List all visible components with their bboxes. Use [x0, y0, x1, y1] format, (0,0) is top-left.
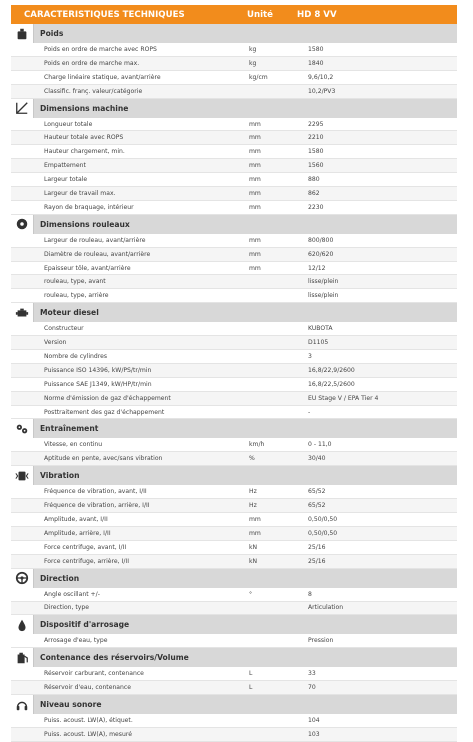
section-rows	[11, 667, 457, 695]
table-row	[11, 602, 457, 616]
row-unit: L	[249, 684, 253, 692]
row-label: Amplitude, avant, I/II	[44, 515, 108, 523]
row-value: 0 - 11,0	[308, 441, 332, 449]
row-value: 1580	[308, 45, 324, 53]
spec-sheet	[11, 5, 457, 742]
table-row	[11, 71, 457, 85]
table-row	[11, 145, 457, 159]
table-row	[11, 499, 457, 513]
table-row	[11, 234, 457, 248]
row-unit: kg/cm	[249, 73, 268, 81]
row-value: Pression	[308, 637, 334, 645]
table-row	[11, 378, 457, 392]
table-row	[11, 681, 457, 695]
section-title: Vibration	[40, 471, 80, 481]
row-unit: kg	[249, 59, 257, 67]
row-label: Hauteur totale avec ROPS	[44, 134, 124, 142]
row-label: Aptitude en pente, avec/sans vibration	[44, 455, 163, 463]
section-rows	[11, 438, 457, 466]
fuel-tank-icon	[11, 648, 34, 667]
row-label: Poids en ordre de marche avec ROPS	[44, 45, 157, 53]
row-label: Hauteur chargement, min.	[44, 148, 125, 156]
row-label: Puissance SAE J1349, kW/HP/tr/min	[44, 380, 152, 388]
table-row	[11, 159, 457, 173]
header-model: HD 8 VV	[297, 9, 337, 20]
row-label: Charge linéaire statique, avant/arrière	[44, 73, 161, 81]
row-label: Angle oscillant +/-	[44, 590, 100, 598]
row-value: 2210	[308, 134, 324, 142]
section-title: Direction	[40, 573, 80, 583]
row-unit: mm	[249, 134, 261, 142]
row-value: 1560	[308, 162, 324, 170]
spec-sections	[11, 24, 457, 742]
row-label: Longueur totale	[44, 120, 93, 128]
table-row	[11, 336, 457, 350]
table-row	[11, 485, 457, 499]
table-row	[11, 118, 457, 132]
table-row	[11, 289, 457, 303]
roller-icon	[11, 215, 34, 234]
weight-icon	[11, 24, 34, 43]
row-value: 10,2/PV3	[308, 87, 336, 95]
row-value: -	[308, 408, 311, 416]
row-unit: mm	[249, 176, 261, 184]
row-unit: mm	[249, 515, 261, 523]
row-label: Posttraitement des gaz d'échappement	[44, 408, 165, 416]
row-label: rouleau, type, arrière	[44, 292, 109, 300]
row-value: 65/52	[308, 502, 326, 510]
row-label: Puissance ISO 14396, kW/PS/tr/min	[44, 366, 152, 374]
row-unit: mm	[249, 529, 261, 537]
table-row	[11, 406, 457, 420]
section-title: Entraînement	[40, 424, 99, 434]
table-row	[11, 322, 457, 336]
row-value: 30/40	[308, 455, 326, 463]
section-header-niveau-sonore	[11, 695, 457, 714]
row-label: Fréquence de vibration, arrière, I/II	[44, 502, 150, 510]
row-value: 103	[308, 730, 320, 738]
row-value: 1580	[308, 148, 324, 156]
row-value: D1105	[308, 339, 329, 347]
row-label: Diamètre de rouleau, avant/arrière	[44, 250, 151, 258]
row-value: 104	[308, 717, 320, 724]
table-row	[11, 728, 457, 742]
row-label: Puiss. acoust. LW(A), mesuré	[44, 730, 132, 738]
row-unit: °	[249, 590, 253, 598]
section-title: Poids	[40, 29, 64, 38]
row-value: 3	[308, 352, 312, 360]
row-value: 16,8/22,9/2600	[308, 366, 355, 374]
row-label: Nombre de cylindres	[44, 352, 108, 360]
table-row	[11, 588, 457, 602]
vibration-icon	[11, 466, 34, 485]
table-row	[11, 57, 457, 71]
row-value: 620/620	[308, 250, 334, 258]
row-label: Largeur totale	[44, 176, 88, 184]
row-value: 16,8/22,5/2600	[308, 380, 355, 388]
section-header-entrainement	[11, 419, 457, 438]
table-row	[11, 262, 457, 276]
row-label: Classific. franç. valeur/catégorie	[44, 87, 143, 95]
section-header-dispositif-d-arrosage	[11, 615, 457, 634]
row-label: Force centrifuge, avant, I/II	[44, 543, 127, 551]
section-rows	[11, 714, 457, 742]
row-label: Version	[44, 339, 67, 347]
row-unit: mm	[249, 250, 261, 258]
table-row	[11, 350, 457, 364]
section-title: Dimensions rouleaux	[40, 219, 130, 229]
row-label: Force centrifuge, arrière, I/II	[44, 557, 129, 565]
row-label: Norme d'émission de gaz d'échappement	[44, 394, 171, 402]
row-unit: kg	[249, 45, 257, 53]
table-row	[11, 541, 457, 555]
row-label: Rayon de braquage, intérieur	[44, 203, 134, 211]
row-value: lisse/plein	[308, 292, 339, 300]
row-value: 0,50/0,50	[308, 529, 338, 537]
section-rows	[11, 485, 457, 568]
headphones-icon	[11, 695, 34, 714]
steering-wheel-icon	[11, 569, 34, 588]
section-header-vibration	[11, 466, 457, 485]
engine-icon	[11, 303, 34, 322]
row-label: Largeur de rouleau, avant/arrière	[44, 236, 146, 244]
row-unit: mm	[249, 264, 261, 272]
row-label: Constructeur	[44, 325, 84, 333]
row-value: 2230	[308, 203, 324, 211]
row-label: Amplitude, arrière, I/II	[44, 529, 111, 537]
table-row	[11, 438, 457, 452]
section-rows	[11, 118, 457, 215]
table-row	[11, 201, 457, 215]
table-row	[11, 392, 457, 406]
table-row	[11, 131, 457, 145]
row-value: 800/800	[308, 236, 334, 244]
row-unit: mm	[249, 236, 261, 244]
row-value: 862	[308, 189, 320, 197]
header-title: CARACTÉRISTIQUES TECHNIQUES	[24, 9, 185, 20]
row-label: Empattement	[44, 162, 86, 170]
table-row	[11, 555, 457, 569]
table-row	[11, 714, 457, 728]
row-value: Articulation	[308, 604, 344, 612]
section-title: Moteur diesel	[40, 308, 99, 318]
table-row	[11, 527, 457, 541]
row-label: Fréquence de vibration, avant, I/II	[44, 488, 147, 496]
row-unit: mm	[249, 189, 261, 197]
row-unit: mm	[249, 162, 261, 170]
header-unit: Unité	[247, 9, 273, 20]
table-row	[11, 85, 457, 99]
section-title: Contenance des réservoirs/Volume	[40, 653, 189, 663]
row-value: 2295	[308, 120, 324, 128]
section-rows	[11, 588, 457, 616]
table-header	[11, 5, 457, 24]
section-rows	[11, 322, 457, 419]
table-row	[11, 452, 457, 466]
section-header-dimensions-rouleaux	[11, 215, 457, 234]
row-label: Puiss. acoust. LW(A), étiquet.	[44, 717, 133, 724]
row-value: 25/16	[308, 543, 326, 551]
row-unit: Hz	[249, 488, 257, 496]
table-row	[11, 187, 457, 201]
row-label: Poids en ordre de marche max.	[44, 59, 140, 67]
table-row	[11, 275, 457, 289]
section-header-contenance-des-reservoirs-volume	[11, 648, 457, 667]
row-unit: km/h	[249, 441, 265, 449]
row-unit: L	[249, 670, 253, 678]
table-row	[11, 173, 457, 187]
row-unit: mm	[249, 120, 261, 128]
row-value: KUBOTA	[308, 325, 333, 333]
row-value: EU Stage V / EPA Tier 4	[308, 394, 379, 402]
row-unit: mm	[249, 203, 261, 211]
section-header-dimensions-machine	[11, 99, 457, 118]
row-unit: kN	[249, 557, 258, 565]
row-label: rouleau, type, avant	[44, 278, 106, 286]
drive-icon	[11, 419, 34, 438]
dimensions-icon	[11, 99, 34, 118]
section-header-moteur-diesel	[11, 303, 457, 322]
table-row	[11, 634, 457, 648]
table-row	[11, 667, 457, 681]
row-label: Arrosage d'eau, type	[44, 637, 108, 645]
table-row	[11, 364, 457, 378]
section-title: Niveau sonore	[40, 700, 102, 710]
section-rows	[11, 234, 457, 303]
row-value: 0,50/0,50	[308, 515, 338, 523]
row-value: lisse/plein	[308, 278, 339, 286]
row-label: Réservoir d'eau, contenance	[44, 684, 132, 692]
section-title: Dimensions machine	[40, 103, 129, 113]
row-label: Epaisseur tôle, avant/arrière	[44, 264, 131, 272]
row-unit: Hz	[249, 502, 257, 510]
table-row	[11, 513, 457, 527]
row-value: 9,6/10,2	[308, 73, 334, 81]
sprinkler-icon	[11, 615, 34, 634]
row-label: Direction, type	[44, 604, 90, 612]
section-header-poids	[11, 24, 457, 43]
row-value: 12/12	[308, 264, 326, 272]
row-value: 880	[308, 176, 320, 184]
section-title: Dispositif d'arrosage	[40, 620, 130, 630]
row-unit: mm	[249, 148, 261, 156]
row-unit: %	[249, 455, 255, 463]
row-unit: kN	[249, 543, 258, 551]
section-rows	[11, 634, 457, 648]
table-row	[11, 248, 457, 262]
row-value: 65/52	[308, 488, 326, 496]
row-label: Largeur de travail max.	[44, 189, 116, 197]
row-label: Vitesse, en continu	[44, 441, 103, 449]
section-header-direction	[11, 569, 457, 588]
row-value: 33	[308, 670, 316, 678]
row-value: 70	[308, 684, 316, 692]
table-row	[11, 43, 457, 57]
section-rows	[11, 43, 457, 99]
row-value: 25/16	[308, 557, 326, 565]
row-value: 1840	[308, 59, 324, 67]
row-label: Réservoir carburant, contenance	[44, 670, 144, 678]
row-value: 8	[308, 590, 312, 598]
